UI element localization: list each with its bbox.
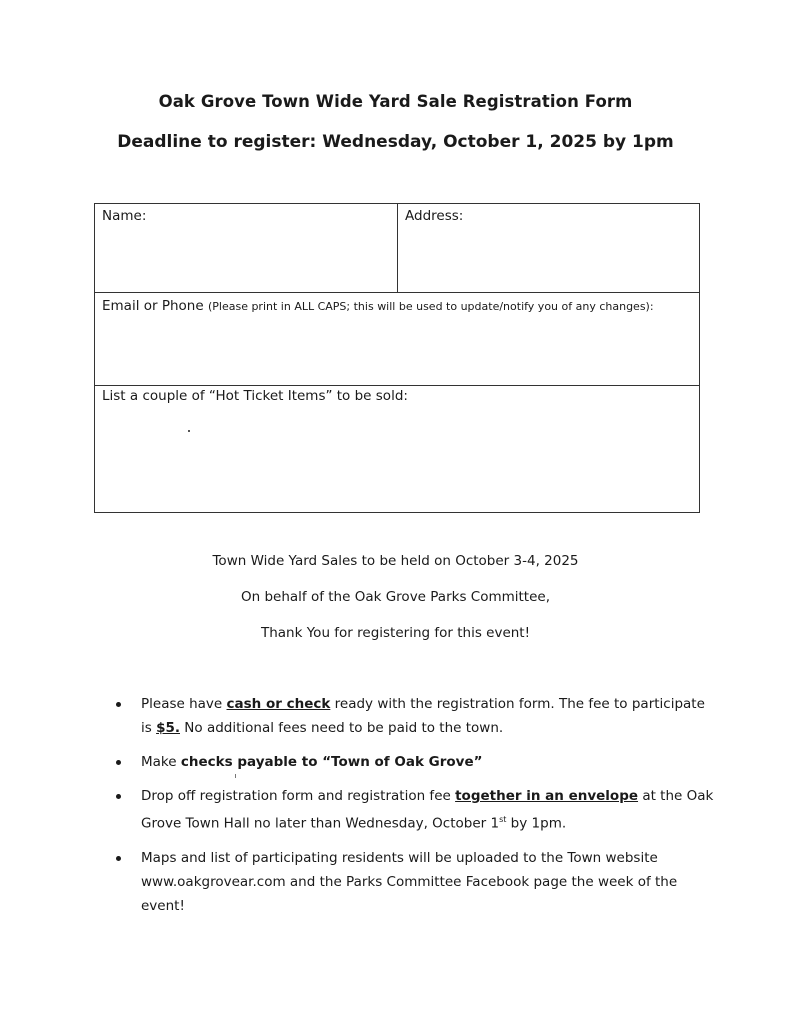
list-item-maps xyxy=(116,846,716,918)
b2-pre: Make xyxy=(141,754,181,770)
b2-emphasis: checks payable to “Town of Oak Grove” xyxy=(180,754,483,770)
b1-pre: Please have xyxy=(141,696,227,712)
bullet-icon xyxy=(116,760,121,765)
bullet-icon xyxy=(116,856,121,861)
contact-label: Email or Phone xyxy=(102,298,204,314)
thank-you-line: Thank You for registering for this event! xyxy=(260,625,531,641)
list-item-dropoff xyxy=(116,784,716,836)
bullet-icon xyxy=(116,794,121,799)
contact-note: (Please print in ALL CAPS; this will be used to update/notify you of any changes): xyxy=(207,300,654,313)
b1-post: No additional fees need to be paid to the town. xyxy=(180,720,504,736)
b3-post: by 1pm. xyxy=(506,815,567,832)
event-dates-line: Town Wide Yard Sales to be held on October 3-4, 2025 xyxy=(212,553,579,569)
b3-sup: st xyxy=(499,815,507,824)
b3-emphasis: together in an envelope xyxy=(455,788,639,804)
b3-mid: at the Oak Grove Town Hall no later than Wednesday, October 1 xyxy=(141,788,714,832)
address-field[interactable] xyxy=(398,204,700,293)
b1-mid: ready with the registration form. The fee to participate is xyxy=(141,696,705,736)
scan-speck xyxy=(188,430,190,432)
list-item-checks xyxy=(116,750,716,774)
b4-text: Maps and list of participating residents will be uploaded to the Town website www.oakgrovear.com and the Parks Committee Facebook page the week of the event! xyxy=(141,849,678,914)
address-label: Address: xyxy=(405,208,464,224)
name-label: Name: xyxy=(102,208,147,224)
page-title: Oak Grove Town Wide Yard Sale Registration Form xyxy=(158,92,633,111)
hot-ticket-items-field[interactable] xyxy=(95,386,699,512)
bullet-icon xyxy=(116,702,121,707)
b3-pre: Drop off registration form and registration fee xyxy=(141,788,456,804)
name-field[interactable] xyxy=(95,204,398,293)
list-item-payment xyxy=(116,692,716,740)
instructions-list xyxy=(116,692,716,928)
committee-line: On behalf of the Oak Grove Parks Committee, xyxy=(240,589,551,605)
registration-form-table xyxy=(94,203,700,513)
email-or-phone-field[interactable] xyxy=(95,293,699,386)
b1-fee: $5. xyxy=(156,720,180,736)
items-label: List a couple of “Hot Ticket Items” to be sold: xyxy=(102,388,408,404)
deadline-heading: Deadline to register: Wednesday, October 1, 2025 by 1pm xyxy=(117,132,674,152)
b1-emphasis: cash or check xyxy=(226,696,331,712)
